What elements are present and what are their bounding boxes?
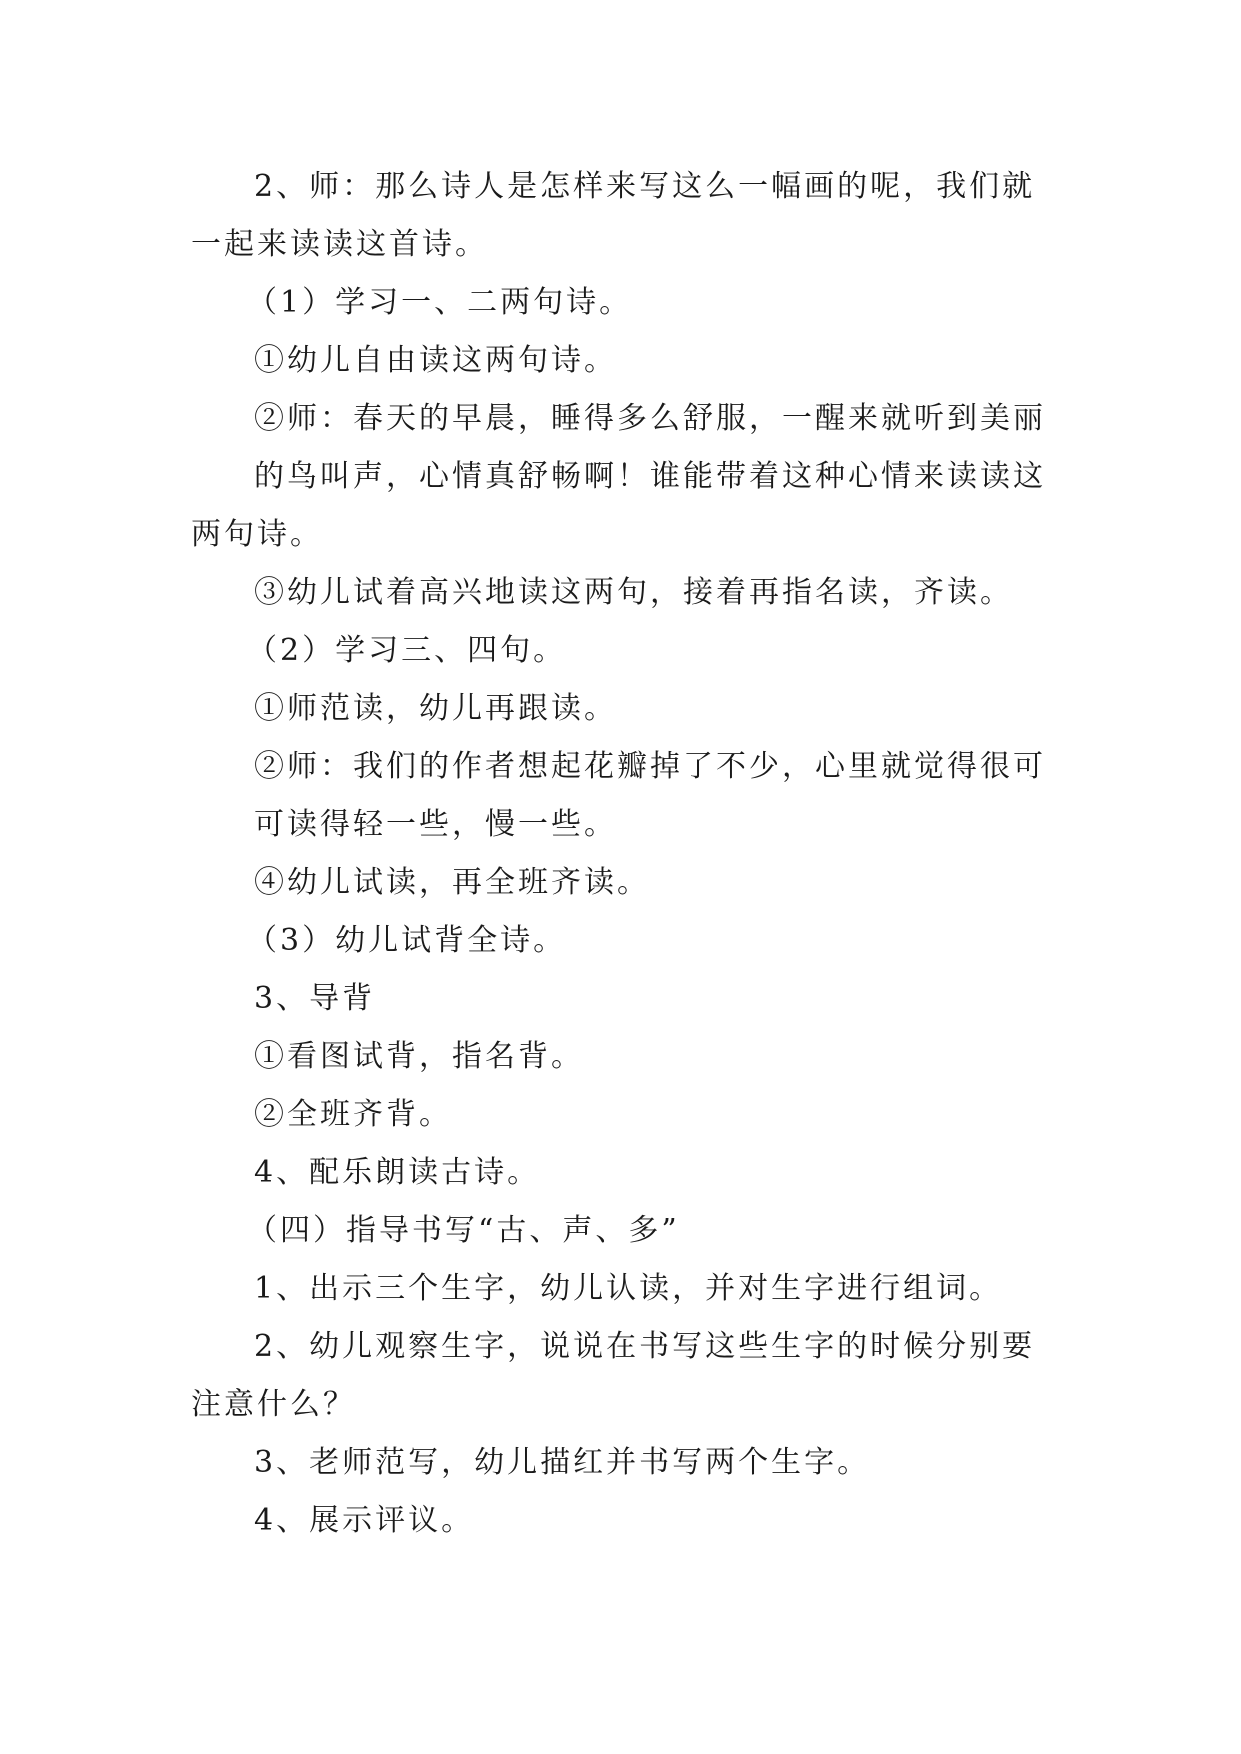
paragraph-line: 3、老师范写，幼儿描红并书写两个生字。 <box>254 1445 871 1480</box>
paragraph-line: 4、展示评议。 <box>254 1503 475 1538</box>
paragraph-line: ①师范读，幼儿再跟读。 <box>254 691 617 726</box>
paragraph-line: ①看图试背，指名背。 <box>254 1039 584 1074</box>
paragraph-line: （2）学习三、四句。 <box>247 633 567 668</box>
paragraph-line: 2、幼儿观察生字，说说在书写这些生字的时候分别要 <box>254 1329 1036 1364</box>
paragraph-line: 1、出示三个生字，幼儿认读，并对生字进行组词。 <box>254 1271 1003 1306</box>
paragraph-line: 4、配乐朗读古诗。 <box>254 1155 541 1190</box>
paragraph-line: 两句诗。 <box>191 517 323 552</box>
paragraph-line: 的鸟叫声，心情真舒畅啊！谁能带着这种心情来读读这 <box>254 459 1046 494</box>
paragraph-line: ②师：我们的作者想起花瓣掉了不少，心里就觉得很可 <box>254 749 1046 784</box>
paragraph-line: （四）指导书写“古、声、多” <box>247 1213 680 1248</box>
paragraph-line: （1）学习一、二两句诗。 <box>247 285 633 320</box>
paragraph-line: ②师：春天的早晨，睡得多么舒服，一醒来就听到美丽 <box>254 401 1046 436</box>
paragraph-line: 注意什么？ <box>191 1387 356 1422</box>
paragraph-line: ②全班齐背。 <box>254 1097 452 1132</box>
paragraph-line: ③幼儿试着高兴地读这两句，接着再指名读，齐读。 <box>254 575 1013 610</box>
paragraph-line: 2、师：那么诗人是怎样来写这么一幅画的呢，我们就 <box>254 169 1036 204</box>
paragraph-line: 可读得轻一些，慢一些。 <box>254 807 617 842</box>
paragraph-line: ①幼儿自由读这两句诗。 <box>254 343 617 378</box>
paragraph-line: 一起来读读这首诗。 <box>191 227 488 262</box>
paragraph-line: 3、导背 <box>254 981 376 1016</box>
paragraph-line: （3）幼儿试背全诗。 <box>247 923 567 958</box>
paragraph-line: ④幼儿试读，再全班齐读。 <box>254 865 650 900</box>
